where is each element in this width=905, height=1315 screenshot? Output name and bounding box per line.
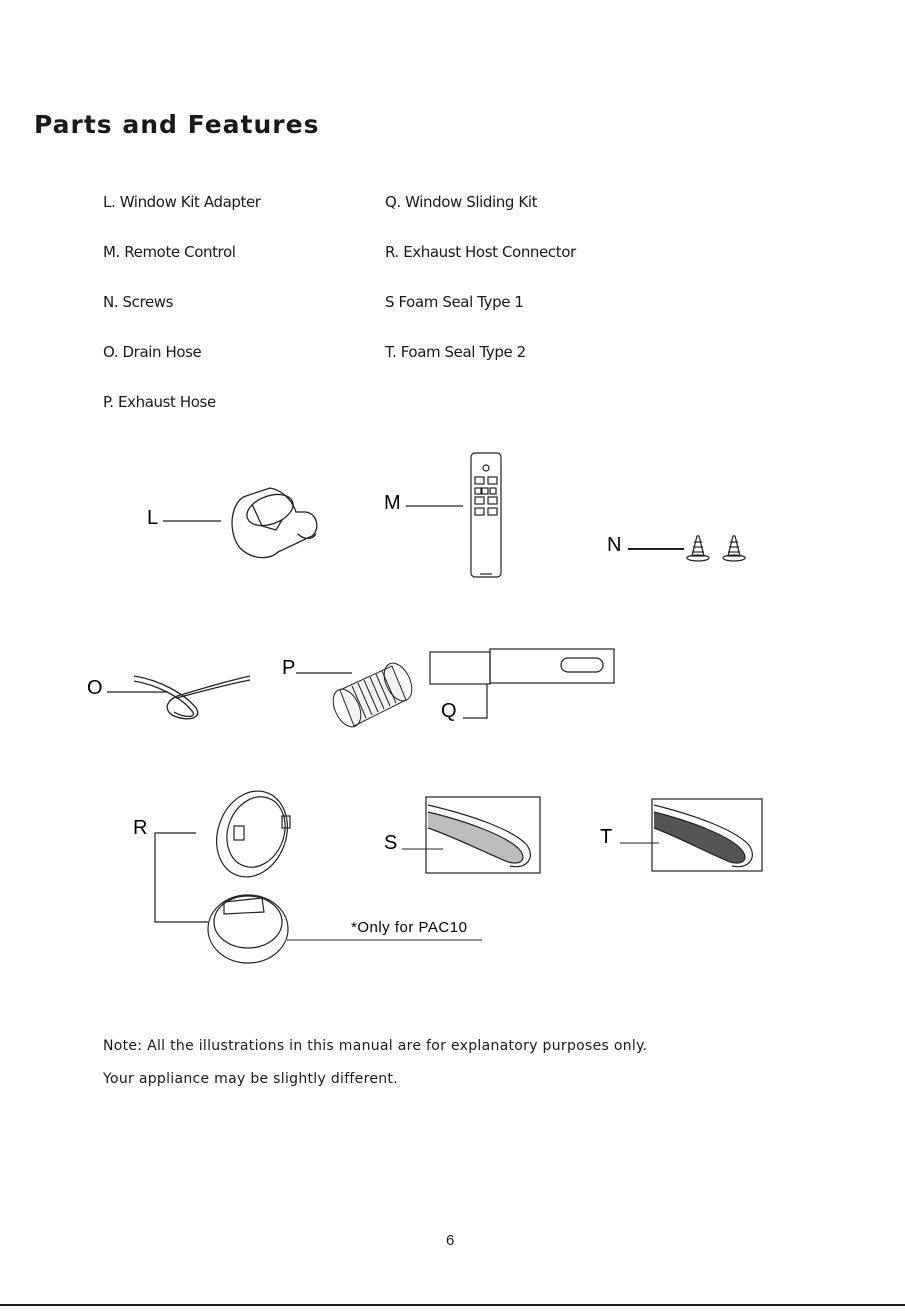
callout-n: N	[607, 534, 622, 556]
part-l-label: L. Window Kit Adapter	[103, 193, 261, 211]
callout-t: T	[600, 826, 613, 848]
part-n-label: N. Screws	[103, 293, 174, 311]
part-q-label: Q. Window Sliding Kit	[385, 193, 538, 211]
exhaust-hose-illustration	[328, 659, 418, 731]
part-m-label: M. Remote Control	[103, 243, 236, 261]
screws-illustration	[687, 536, 745, 561]
callout-q: Q	[441, 700, 457, 722]
remote-control-illustration	[471, 453, 501, 577]
callout-line-q	[463, 684, 487, 718]
callout-line-r	[155, 833, 208, 922]
foam-seal-type2-illustration	[652, 799, 762, 871]
part-s-label: S Foam Seal Type 1	[385, 293, 524, 311]
note-line-2: Your appliance may be slightly different.	[103, 1071, 398, 1087]
foam-seal-type1-illustration	[426, 797, 540, 873]
callout-l: L	[147, 507, 159, 529]
callout-m: M	[384, 492, 401, 514]
drain-hose-illustration	[134, 676, 250, 719]
window-kit-adapter-illustration	[232, 488, 317, 558]
part-p-label: P. Exhaust Hose	[103, 393, 216, 411]
part-t-label: T. Foam Seal Type 2	[385, 343, 526, 361]
note-line-1: Note: All the illustrations in this manual are for explanatory purposes only.	[103, 1038, 648, 1054]
callout-r: R	[133, 817, 148, 839]
window-sliding-kit-illustration	[430, 649, 614, 684]
pac10-note: *Only for PAC10	[351, 919, 468, 936]
part-r-label: R. Exhaust Host Connector	[385, 243, 576, 261]
callout-s: S	[384, 832, 398, 854]
bottom-rule	[0, 1304, 905, 1306]
part-o-label: O. Drain Hose	[103, 343, 202, 361]
page-number: 6	[446, 1232, 455, 1249]
callout-o: O	[87, 677, 103, 699]
page-title: Parts and Features	[34, 110, 320, 139]
exhaust-host-connector-illustration	[205, 781, 299, 963]
callout-p: P	[282, 657, 296, 679]
